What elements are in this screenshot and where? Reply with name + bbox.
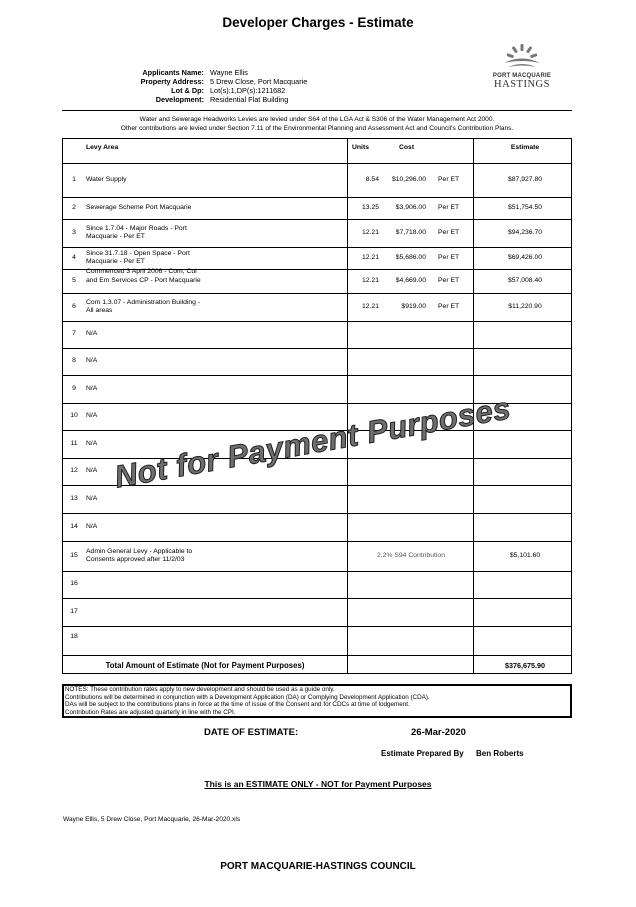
table-row <box>63 219 571 247</box>
cost-basis: Per ET <box>438 302 460 310</box>
cost-value: $10,296.00 <box>391 175 426 183</box>
cost-basis: Per ET <box>438 203 460 211</box>
row-number: 18 <box>70 632 78 640</box>
page-title: Developer Charges - Estimate <box>222 15 414 30</box>
date-value: 26-Mar-2020 <box>411 727 466 738</box>
cost-value: $4,669.00 <box>395 276 426 284</box>
levy-area: N/A <box>86 494 98 502</box>
applicant-name: Wayne Ellis <box>210 68 248 77</box>
cost-basis: Per ET <box>438 228 460 236</box>
table-row <box>63 269 571 293</box>
cost-basis: Per ET <box>438 175 460 183</box>
levy-area: Water Supply <box>86 175 127 183</box>
levy-area: N/A <box>86 384 98 392</box>
cost-value: $5,686.00 <box>395 253 426 261</box>
row-number: 13 <box>70 494 78 502</box>
row-number: 4 <box>72 253 76 261</box>
levy-area: Com 1.3.07 - Administration Building - All areas <box>86 298 201 314</box>
row-number: 16 <box>70 580 78 588</box>
watermark: Not for Payment Purposes <box>112 390 514 495</box>
estimate-value: $5,101.60 <box>509 551 541 559</box>
levy-area: N/A <box>86 467 98 475</box>
row-number: 6 <box>72 302 76 310</box>
table-row <box>63 321 571 348</box>
cost-value: $7,718.00 <box>395 228 426 236</box>
row-number: 9 <box>72 384 76 392</box>
levy-area: N/A <box>86 330 98 338</box>
row-number: 10 <box>70 412 78 420</box>
levy-area: N/A <box>86 522 98 530</box>
note-line: Contribution Rates are adjusted quarterly in line with the CPI. <box>65 708 236 716</box>
row-number: 15 <box>70 551 78 559</box>
units-value: 13.25 <box>361 203 379 211</box>
units-value: 12.21 <box>361 228 379 236</box>
levy-area: Since 1.7.04 - Major Roads - Port Macquarie - Per ET <box>86 224 187 240</box>
estimate-value: $94,236.70 <box>507 228 543 236</box>
disclaimer: This is an ESTIMATE ONLY - NOT for Payment Purposes <box>204 779 432 789</box>
divider <box>62 110 572 111</box>
contribution-note: 2.2% S94 Contribution <box>376 551 445 559</box>
property-address: 5 Drew Close, Port Macquarie <box>210 77 308 86</box>
header-cost: Cost <box>399 144 415 151</box>
levy-area: N/A <box>86 412 98 420</box>
row-number: 11 <box>70 439 78 447</box>
levy-area: Commenced 3 April 2006 - Com, Cul and Em Services CP - Port Macquarie <box>86 268 201 284</box>
note-line: Contributions will be determined in conjunction with a Development Application (DA) or Complying Development Application (CDA). <box>65 693 430 701</box>
development: Residential Flat Building <box>210 95 289 104</box>
estimate-value: $51,754.50 <box>507 203 543 211</box>
estimate-value: $57,008.40 <box>507 276 543 284</box>
lot-dp: Lot(s):1,DP(s):1211682 <box>210 86 286 95</box>
cost-value: $3,906.00 <box>395 203 426 211</box>
table-row <box>63 163 571 197</box>
legal-line-2: Other contributions are levied under Section 7.11 of the Environmental Planning and Assessment Act and Council's Contribution Plans. <box>120 125 514 132</box>
units-value: 8.54 <box>365 175 379 183</box>
file-name: Wayne Ellis, 5 Drew Close, Port Macquarie, 26-Mar-2020.xls <box>63 816 241 823</box>
row-number: 2 <box>72 203 76 211</box>
table-row <box>63 626 571 648</box>
units-value: 12.21 <box>361 253 379 261</box>
council-logo <box>490 44 554 92</box>
levy-area: N/A <box>86 439 98 447</box>
row-number: 8 <box>72 357 76 365</box>
table-row <box>63 513 571 541</box>
row-number: 1 <box>72 175 76 183</box>
table-row <box>63 598 571 626</box>
row-number: 5 <box>72 276 76 284</box>
development-label: Development: <box>155 95 204 104</box>
levy-area: Admin General Levy - Applicable to Consents approved after 11/2/03 <box>86 547 193 563</box>
table-row <box>63 293 571 321</box>
note-line: NOTES: These contribution rates apply to new development and should be used as a guide only. <box>65 686 335 693</box>
property-address-label: Property Address: <box>140 77 204 86</box>
estimate-value: $11,220.90 <box>508 302 542 310</box>
row-number: 17 <box>70 607 78 615</box>
levy-area: N/A <box>86 357 98 365</box>
units-value: 12.21 <box>361 276 379 284</box>
levy-area: Sewerage Scheme Port Macquarie <box>86 203 192 211</box>
date-label: DATE OF ESTIMATE: <box>204 727 299 738</box>
logo-line2: HASTINGS <box>494 79 550 90</box>
table-row <box>63 197 571 219</box>
row-number: 7 <box>72 330 76 338</box>
notes-box <box>62 684 572 718</box>
row-number: 3 <box>72 228 76 236</box>
footer-council-name: PORT MACQUARIE-HASTINGS COUNCIL <box>220 861 416 872</box>
estimate-value: $87,927.80 <box>507 175 543 183</box>
table-row <box>63 541 571 571</box>
row-number: 12 <box>70 467 78 475</box>
prepared-label: Estimate Prepared By <box>381 749 464 758</box>
applicant-name-label: Applicants Name: <box>142 68 204 77</box>
note-line: DAs will be subject to the contributions plans in force at the time of issue of the Consent and for CDCs at time of lodgement. <box>65 701 410 709</box>
row-number: 14 <box>70 522 78 530</box>
legal-line-1: Water and Sewerage Headworks Levies are levied under S64 of the LGA Act & S306 of the Water Management Act 2000. <box>139 116 495 123</box>
header-units: Units <box>352 144 369 151</box>
prepared-by: Ben Roberts <box>476 749 524 758</box>
row-divider <box>63 655 571 656</box>
table-row <box>63 247 571 269</box>
levy-area: Since 31.7.18 - Open Space - Port Macquarie - Per ET <box>86 249 190 265</box>
cost-value: $919.00 <box>401 302 426 310</box>
total-value: $376,675.90 <box>505 661 545 670</box>
total-label: Total Amount of Estimate (Not for Payment Purposes) <box>105 661 305 670</box>
cost-basis: Per ET <box>438 253 460 261</box>
estimate-value: $69,426.00 <box>507 253 543 261</box>
lot-dp-label: Lot & Dp: <box>171 86 204 95</box>
header-levy-area: Levy Area <box>86 144 119 151</box>
units-value: 12.21 <box>361 302 379 310</box>
table-row <box>63 571 571 598</box>
logo-line1: PORT MACQUARIE <box>492 73 552 79</box>
table-row <box>63 348 571 375</box>
header-estimate: Estimate <box>510 144 540 151</box>
cost-basis: Per ET <box>438 276 460 284</box>
